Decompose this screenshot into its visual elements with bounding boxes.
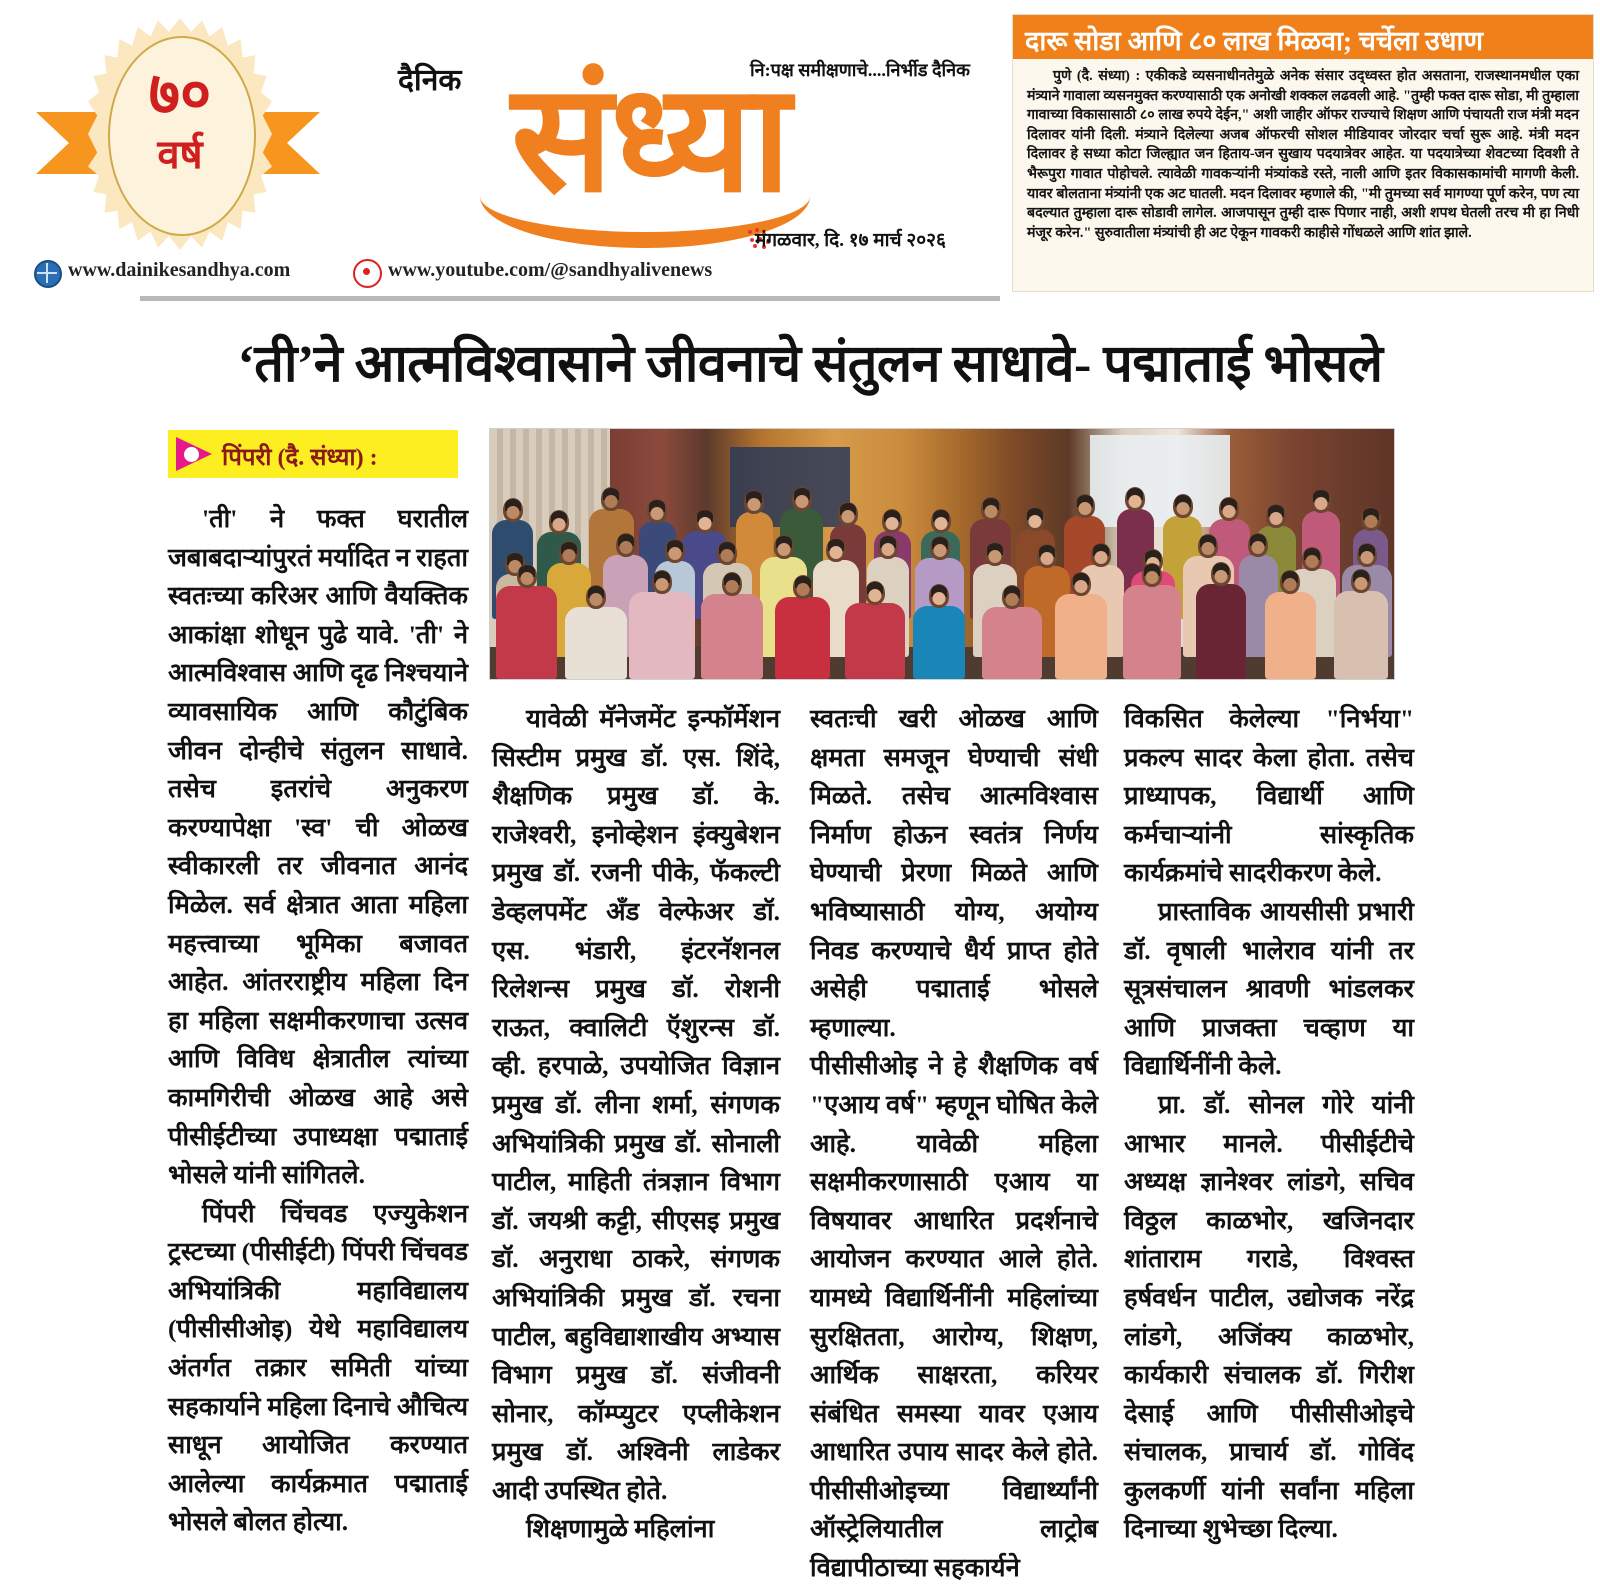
photo-person-face [796, 583, 809, 596]
masthead [0, 0, 1000, 300]
column3b-text: पीसीसीओइ ने हे शैक्षणिक वर्ष "एआय वर्ष" म्हणून घोषित केले आहे. यावेळी महिला सक्षमीकरणासाठी एआय या विषयावर आधारित प्रदर्शनाचे आयोजन करण्यात आले होते. यामध्ये विद्यार्थिनींनी महिलांच्या सुरक्षितता, आरोग्य, शिक्षण, आर्थिक साक्षरता, करियर संबंधित समस्या यावर एआय आधारित उपाय सादर केले होते. पीसीसीओइच्या विद्यार्थ्यांनी ऑस्ट्रेलियातील लाट्रोब विद्यापीठाच्या सहकार्यने [810, 1051, 1098, 1583]
column1-para2 [168, 1195, 468, 1542]
youtube-icon [353, 259, 382, 288]
photo-person [1265, 592, 1317, 679]
website-link[interactable]: www.dainikesandhya.com [68, 259, 291, 281]
anniversary-badge [42, 16, 310, 252]
photo-person-face [886, 517, 899, 530]
photo-person-face [984, 505, 997, 518]
column4b-text: प्रास्ताविक आयसीसी प्रभारी डॉ. वृषाली भालेराव यांनी तर सूत्रसंचालन श्रावणी भांडलकर आणि प्राजक्ता चव्हाण या विद्यार्थिनींनी केले. [1124, 896, 1414, 1081]
photo-person-face [698, 517, 711, 530]
photo-person-face [1223, 505, 1236, 518]
photo-person-face [1095, 551, 1108, 564]
photo-person-face [1354, 577, 1367, 590]
column2b-text: शिक्षणामुळे महिलांना [526, 1514, 715, 1544]
photo-person-face [655, 578, 668, 591]
top-box-body-text: पुणे (दै. संध्या) : एकीकडे व्यसनाधीनतेमुळे अनेक संसार उद्ध्वस्त होत असताना, राजस्थानमधील एका मंत्र्याने गावाला व्यसनमुक्त करण्यासाठी एक अनोखी शक्कल लढवली आहे. "तुम्ही फक्त दारू सोडा, मी तुम्हाला गावाच्या विकासासाठी ८० लाख रुपये देईन," अशी जाहीर ऑफर राज्याचे शिक्षण आणि पंचायती राज मंत्री मदन दिलावर यांनी दिली. मंत्र्याने दिलेल्या अजब ऑफरची सोशल मीडियावर जोरदार चर्चा सुरू आहे. मंत्री मदन दिलावर हे सध्या कोटा जिल्ह्यात जन हिताय-जन सुखाय पदयात्रेवर आहेत. या पदयात्रेच्या शेवटच्या दिवशी ते भैरूपुरा गावात पोहोचले. त्यावेळी गावकऱ्यांनी मंत्र्यांकडे रस्ते, नाली आणि इतर विकासकामांची मागणी केली. यावर बोलताना मंत्र्यांनी एक अट घातली. मदन दिलावर म्हणाले की, "मी तुमच्या सर्व मागण्या पूर्ण करेन, पण त्या बदल्यात तुम्हाला दारू सोडावी लागेल. आजपासून तुम्ही दारू पिणार नाही, अशी शपथ घेतली तरच मी हा निधी मंजूर करेन." सुरुवातीला मंत्र्यांची ही अट ऐकून गावकरी काहीसे गोंधळले आणि शांत झाले. [1027, 68, 1579, 241]
photo-person [913, 606, 965, 679]
photo-person-face [1129, 495, 1142, 508]
photo-person-face [1029, 515, 1042, 528]
photo-person-face [552, 518, 565, 531]
masthead-title: संध्या [511, 57, 789, 223]
top-box-header [1013, 15, 1593, 59]
photo-person-face [1314, 497, 1327, 510]
photo-person-face [1176, 502, 1189, 515]
photo-person-face [1146, 571, 1159, 584]
photo-person-face [506, 506, 519, 519]
photo-person-face [795, 495, 808, 508]
column4c-text: प्रा. डॉ. सोनल गोरे यांनी आभार मानले. पीसीईटीचे अध्यक्ष ज्ञानेश्वर लांडगे, सचिव विठ्ठल काळभोर, खजिनदार शांताराम गराडे, विश्वस्त हर्षवर्धन पाटील, उद्योजक नरेंद्र लांडगे, अजिंक्य काळभोर, कार्यकारी संचालक डॉ. गिरीश देसाई आणि पीसीसीओइचे संचालक, प्राचार्य डॉ. गोविंद कुलकर्णी यांनी सर्वांना महिला दिनाच्या शुभेच्छा दिल्या. [1124, 1089, 1414, 1544]
photo-person-face [1006, 593, 1019, 606]
article-photo [489, 428, 1395, 680]
photo-person-face [563, 549, 576, 562]
masthead-tagline: नि:पक्ष समीक्षणाचे....निर्भीड दैनिक [749, 60, 970, 80]
photo-person-face [1361, 551, 1374, 564]
photo-person [629, 592, 695, 679]
anniversary-number: ७० [148, 61, 212, 127]
photo-person-face [881, 543, 894, 556]
globe-icon [34, 260, 62, 288]
photo-person [701, 594, 763, 679]
top-box-headline: दारू सोडा आणि ८० लाख मिळवा; चर्चेला उधाण [1025, 26, 1483, 56]
masthead-date: मंगळवार, दि. १७ मार्च २०२६ [755, 230, 946, 251]
photo-person [775, 597, 829, 679]
photo-person-face [748, 498, 761, 511]
photo-person-face [869, 589, 882, 602]
photo-person [1196, 584, 1247, 679]
photo-person-face [1074, 580, 1087, 593]
article-column-2 [492, 700, 780, 1549]
photo-person-face [933, 544, 946, 557]
photo-person [845, 603, 904, 679]
photo-person-face [1202, 542, 1215, 555]
photo-person-face [619, 541, 632, 554]
photo-person [1055, 594, 1107, 679]
column1-text: 'ती' ने फक्त घरातील जबाबदाऱ्यांपुरतं मर्यादित न राहता स्वतःच्या करिअर आणि वैयक्तिक आकांक्षा शोधून पुढे यावे. 'ती' ने आत्मविश्वास आणि दृढ निश्चयाने व्यावसायिक आणि कौटुंबिक जीवन दोन्हीचे संतुलन साधावे. तसेच इतरांचे अनुकरण करण्यापेक्षा 'स्व' ची ओळख स्वीकारली तर जीवनात आनंद मिळेल. सर्व क्षेत्रात आता महिला महत्त्वाच्या भूमिका बजावत आहेत. आंतरराष्ट्रीय महिला दिन हा महिला सक्षमीकरणाचा उत्सव आणि विविध क्षेत्रातील त्यांच्या कामगिरीची ओळख आहे असे पीसीईटीच्या उपाध्यक्षा पद्माताई भोसले यांनी सांगितले. [168, 504, 468, 1190]
photo-person-face [829, 546, 842, 559]
photo-person-face [777, 543, 790, 556]
photo-person-face [988, 550, 1001, 563]
photo-person-face [934, 517, 947, 530]
photo-person-face [1306, 555, 1319, 568]
photo-person-face [725, 580, 738, 593]
photo-person [565, 607, 627, 679]
column2-para2 [492, 1510, 780, 1549]
column2-para1 [492, 700, 780, 1510]
article-column-3 [810, 700, 1098, 1588]
triangle-dot-icon [184, 447, 199, 462]
column3-para2 [810, 1047, 1098, 1587]
column1b-text: पिंपरी चिंचवड एज्युकेशन ट्रस्टच्या (पीसीईटी) पिंपरी चिंचवड अभियांत्रिकी महाविद्यालय (पीसीसीओइ) येथे महाविद्यालय अंतर्गत तक्रार समिती यांच्या सहकार्याने महिला दिनाचे औचित्य साधून आयोजित करण्यात आलेल्या कार्यक्रमात पद्माताई भोसले बोलत होत्या. [168, 1198, 468, 1537]
photo-person [982, 607, 1042, 679]
photo-person-face [933, 592, 946, 605]
photo-person-face [669, 547, 682, 560]
photo-person [1334, 591, 1388, 679]
column3-para1 [810, 700, 1098, 1047]
column2-text: यावेळी मॅनेजमेंट इन्फॉर्मेशन सिस्टीम प्रमुख डॉ. एस. शिंदे, शैक्षणिक प्रमुख डॉ. के. राजेश्वरी, इनोव्हेशन इंक्युबेशन प्रमुख डॉ. रजनी पीके, फॅकल्टी डेव्हलपमेंट अँड वेल्फेअर डॉ. एस. भंडारी, इंटरनॅशनल रिलेशन्स प्रमुख डॉ. रोशनी राऊत, क्वालिटी ऍशुरन्स डॉ. व्ही. हरपाळे, उपयोजित विज्ञान प्रमुख डॉ. लीना शर्मा, संगणक अभियांत्रिकी प्रमुख डॉ. सोनाली पाटील, माहिती तंत्रज्ञान विभाग डॉ. जयश्री कट्टी, सीएसइ प्रमुख डॉ. अनुराधा ठाकरे, संगणक अभियांत्रिकी प्रमुख डॉ. रचना पाटील, बहुविद्याशाखीय अभ्यास विभाग प्रमुख डॉ. संजीवनी सोनार, कॉम्प्युटर एप्लीकेशन प्रमुख डॉ. अश्विनी लाडेकर आदी उपस्थित होते. [492, 704, 780, 1505]
photo-person-face [721, 549, 734, 562]
photo-person-face [1041, 552, 1054, 565]
photo-person-face [1078, 502, 1091, 515]
dateline-text: पिंपरी (दै. संध्या) : [222, 445, 378, 471]
youtube-link[interactable]: www.youtube.com/@sandhyalivenews [388, 259, 713, 281]
article-headline: ‘ती’ने आत्मविश्वासाने जीवनाचे संतुलन साधावे- पद्माताई भोसले [237, 336, 1383, 393]
photo-people-row-front [490, 579, 1394, 679]
photo-person-face [1215, 570, 1228, 583]
column1-para1 [168, 500, 468, 1195]
photo-person-face [605, 495, 618, 508]
masthead-divider [140, 296, 1000, 301]
photo-person-face [1252, 541, 1265, 554]
photo-person-face [651, 507, 664, 520]
top-right-news-box [1012, 14, 1594, 292]
photo-person [1123, 585, 1180, 679]
article-column-1 [168, 500, 468, 1542]
anniversary-word: वर्ष [157, 132, 203, 177]
column4-para3 [1124, 1086, 1414, 1549]
photo-person-face [841, 510, 854, 523]
masthead-kicker: दैनिक [398, 64, 462, 97]
photo-person [496, 586, 557, 679]
photo-person-face [1284, 578, 1297, 591]
top-box-body [1027, 67, 1579, 243]
column3-text: स्वतःची खरी ओळख आणि क्षमता समजून घेण्याची संधी मिळते. तसेच आत्मविश्वास निर्माण होऊन स्वतंत्र निर्णय घेण्याची प्रेरणा मिळते आणि भविष्यासाठी योग्य, अयोग्य निवड करण्याचे धैर्य प्राप्त होते असेही पद्माताई भोसले म्हणाल्या. [810, 704, 1098, 1042]
photo-person-face [520, 572, 533, 585]
article-column-4 [1124, 700, 1414, 1549]
column4-para2 [1124, 893, 1414, 1086]
photo-person-face [590, 593, 603, 606]
column4-para1 [1124, 700, 1414, 893]
photo-person-face [1364, 515, 1377, 528]
column4-text: विकसित केलेल्या "निर्भया" प्रकल्प सादर केला होता. तसेच प्राध्यापक, विद्यार्थी आणि कर्मचाऱ्यांनी सांस्कृतिक कार्यक्रमांचे सादरीकरण केले. [1124, 704, 1414, 888]
photo-person-face [1269, 512, 1282, 525]
